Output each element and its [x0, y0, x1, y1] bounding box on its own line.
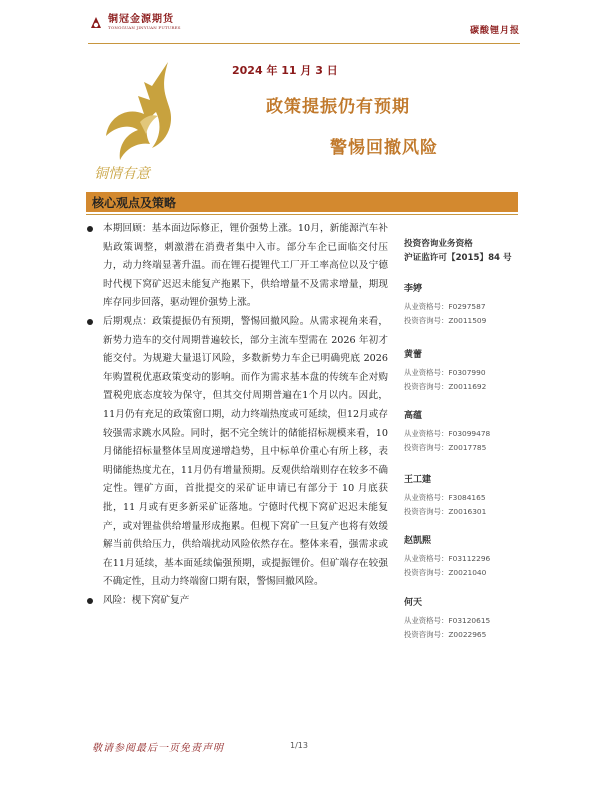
emblem-icon	[86, 56, 186, 186]
practice-label: 从业资格号：	[404, 429, 449, 438]
practice-label: 从业资格号：	[404, 302, 449, 311]
report-date: 2024 年 11 月 3 日	[232, 64, 338, 77]
bullet-risk	[86, 592, 388, 611]
bullet-review-text: 本期回顾：基本面边际修正，锂价强势上涨。10月，新能源汽车补贴政策调整，刺激潜在消费者集中入市。部分车企已面临交付压力，动力终端显著升温。而在锂石提锂代工厂开工率高位以及宁德时代枧下窝矿迟迟未能复产拖累下，供给增量不及需求增量，期现库存同步回落，驱动锂价强势上涨。	[103, 223, 388, 309]
page-number: 1/13	[290, 741, 308, 750]
analyst-card	[404, 533, 544, 580]
practice-number: F03099478	[448, 429, 491, 438]
consult-number: Z0017785	[448, 443, 487, 452]
company-name-cn: 铜冠金源期货	[108, 14, 174, 25]
section-divider	[86, 214, 518, 215]
bullet-dot	[87, 226, 93, 232]
consult-label: 投资咨询号：	[404, 630, 449, 639]
analyst-name: 高蕴	[404, 411, 423, 421]
analyst-card	[404, 408, 544, 455]
report-type-label: 碳酸锂月报	[469, 26, 520, 36]
practice-number: F3084165	[448, 493, 486, 502]
consult-label: 投资咨询号：	[404, 507, 449, 516]
bullet-review	[86, 220, 388, 313]
practice-number: F03112296	[448, 554, 491, 563]
consult-label: 投资咨询号：	[404, 568, 449, 577]
disclaimer-note: 敬请参阅最后一页免责声明	[92, 743, 224, 754]
practice-label: 从业资格号：	[404, 493, 449, 502]
company-logo-icon	[88, 15, 104, 31]
emblem-text: 铜情有意	[94, 166, 150, 182]
practice-label: 从业资格号：	[404, 616, 449, 625]
analyst-name: 何天	[404, 598, 423, 608]
practice-number: F0307990	[448, 368, 486, 377]
consult-number: Z0016301	[448, 507, 487, 516]
analyst-card	[404, 472, 544, 519]
analyst-card	[404, 347, 544, 394]
consult-number: Z0022965	[448, 630, 487, 639]
consult-label: 投资咨询号：	[404, 382, 449, 391]
bullet-outlook	[86, 313, 388, 592]
report-title-line2: 警惕回撤风险	[330, 138, 438, 158]
qualification-line2: 沪证监许可【2015】84 号	[404, 253, 512, 263]
bullet-dot	[87, 319, 93, 325]
company-name-en: TONGGUAN JINYUAN FUTURES	[108, 25, 181, 30]
analyst-card	[404, 281, 544, 328]
analyst-card	[404, 595, 544, 642]
consult-label: 投资咨询号：	[404, 316, 449, 325]
company-logo	[88, 14, 181, 31]
report-title-line1: 政策提振仍有预期	[266, 97, 410, 117]
practice-label: 从业资格号：	[404, 368, 449, 377]
bullet-dot	[87, 598, 93, 604]
analyst-sidebar	[404, 237, 544, 639]
practice-number: F0297587	[448, 302, 486, 311]
practice-number: F03120615	[448, 616, 491, 625]
consult-label: 投资咨询号：	[404, 443, 449, 452]
main-content	[86, 220, 388, 610]
analyst-name: 李婷	[404, 284, 423, 294]
consult-number: Z0021040	[448, 568, 487, 577]
analyst-name: 王工建	[404, 475, 432, 485]
consult-number: Z0011692	[448, 382, 487, 391]
header-divider	[88, 43, 520, 44]
page-header	[0, 0, 600, 52]
analyst-name: 黄蕾	[404, 350, 423, 360]
section-title: 核心观点及策略	[92, 196, 177, 210]
qualification-line1: 投资咨询业务资格	[404, 239, 473, 249]
practice-label: 从业资格号：	[404, 554, 449, 563]
analyst-name: 赵凯熙	[404, 536, 432, 546]
consult-number: Z0011509	[448, 316, 487, 325]
bullet-outlook-text: 后期观点：政策提振仍有预期，警惕回撤风险。从需求视角来看，新势力造车的交付周期普遍较长，部分主流车型需在 2026 年初才能交付。为规避大量退订风险，多数新势力车企已明确兜底 2026 年购置税优惠政策变动的影响。而作为需求基本盘的传统车企对购置税兜底态度较为保守，但其交付周期普遍在1个月以内。因此，11月仍有充足的政策窗口期，动力终端热度或可延续，但12月或存较强需求跳水风险。同时，据不完全统计的储能招标规模来看，10月储能招标量整体呈周度递增趋势，且中标单价重心有所上移，表明储能热度尤在，11月仍有增量预期。反观供给端则存在较多不确定性。锂矿方面，首批提交的采矿证申请已有部分于 10 月底获批，11 月或有更多新采矿证落地。宁德时代枧下窝矿迟迟未能复产，或对锂盐供给增量形成拖累。但枧下窝矿一旦复产也将有效缓解当前供给压力，供给端扰动风险依然存在。整体来看，强需求或在11月延续，基本面延续偏强预期，或提振锂价。但矿端存在较强不确定性，且动力终端窗口期有限，警惕回撤风险。	[103, 315, 388, 588]
bullet-risk-text: 风险：枧下窝矿复产	[103, 594, 190, 606]
